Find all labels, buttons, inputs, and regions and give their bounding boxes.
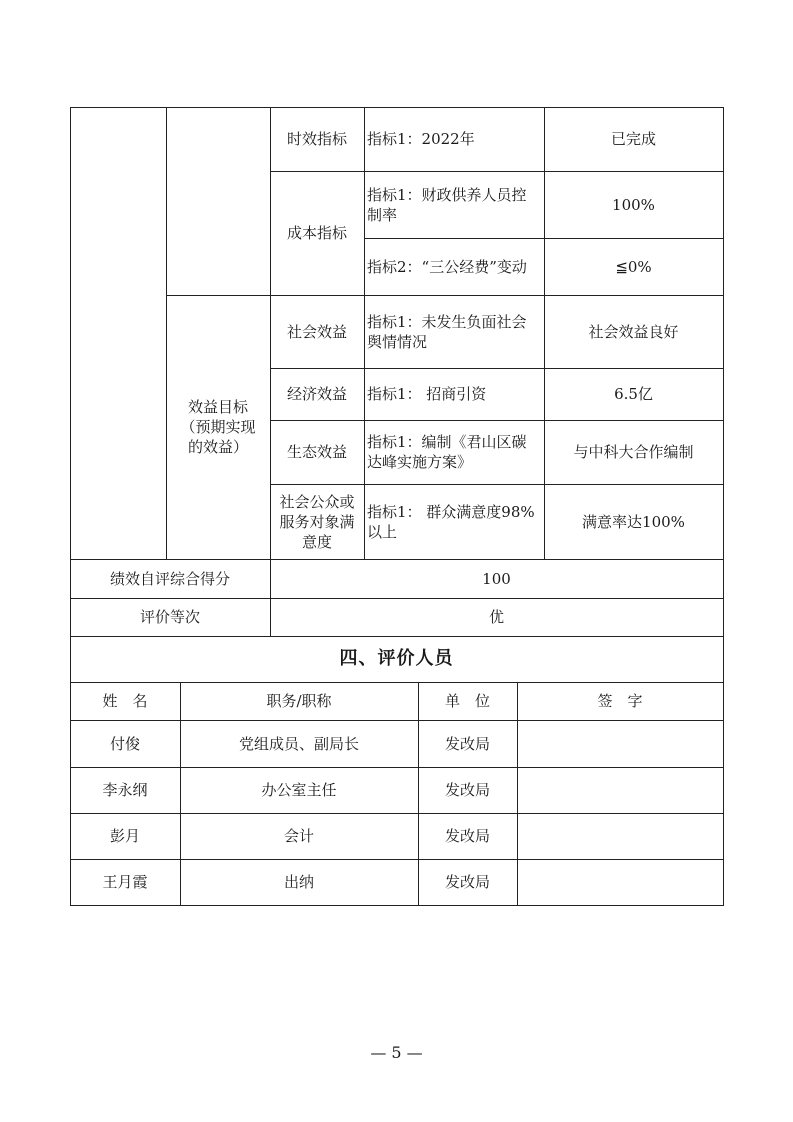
cost-value-2: ≦0%	[615, 257, 652, 276]
timeliness-value: 已完成	[610, 130, 656, 148]
satisfaction-label: 社会公众或服务对象满意度	[279, 492, 355, 551]
ecological-benefit-label: 生态效益	[286, 443, 347, 461]
header-position: 职务/职称	[266, 692, 332, 710]
social-benefit-indicator: 指标1：未发生负面社会舆情情况	[367, 312, 527, 351]
reviewer-signature[interactable]	[517, 813, 723, 859]
reviewer-name: 王月霞	[102, 873, 148, 891]
economic-benefit-value: 6.5亿	[614, 385, 653, 403]
reviewer-position: 出纳	[283, 873, 314, 891]
grade-label: 评价等次	[139, 608, 200, 626]
page-number: — 5 —	[370, 1043, 423, 1062]
satisfaction-indicator: 指标1： 群众满意度98%以上	[367, 502, 535, 541]
cost-label: 成本指标	[286, 224, 347, 242]
cost-indicator-2: 指标2：“三公经费”变动	[367, 257, 527, 276]
reviewers-section-title: 四、评价人员	[339, 648, 454, 669]
header-signature: 签 字	[597, 692, 643, 710]
reviewer-signature[interactable]	[517, 767, 723, 813]
reviewer-unit: 发改局	[444, 873, 490, 891]
header-unit: 单 位	[444, 692, 490, 710]
reviewer-name: 李永纲	[102, 781, 148, 799]
reviewer-position: 党组成员、副局长	[238, 734, 359, 753]
social-benefit-label: 社会效益	[286, 322, 347, 341]
satisfaction-value: 满意率达100%	[582, 512, 685, 531]
reviewer-unit: 发改局	[444, 734, 490, 753]
cost-value-1: 100%	[612, 195, 655, 214]
reviewer-position: 办公室主任	[261, 781, 337, 799]
score-value: 100	[482, 569, 511, 588]
reviewer-name: 付俊	[109, 734, 140, 753]
reviewer-name: 彭月	[109, 827, 140, 845]
economic-benefit-label: 经济效益	[286, 385, 347, 403]
score-label: 绩效自评综合得分	[109, 569, 230, 588]
reviewer-position: 会计	[283, 827, 314, 845]
benefit-category: 效益目标（预期实现的效益）	[180, 398, 256, 456]
ecological-benefit-value: 与中科大合作编制	[573, 443, 694, 461]
reviewer-signature[interactable]	[517, 720, 723, 767]
timeliness-indicator: 指标1：2022年	[367, 130, 475, 148]
economic-benefit-indicator: 指标1： 招商引资	[367, 385, 487, 403]
social-benefit-value: 社会效益良好	[588, 322, 679, 341]
timeliness-label: 时效指标	[286, 130, 347, 148]
grade-value: 优	[488, 608, 504, 626]
header-name: 姓 名	[102, 692, 148, 710]
reviewer-unit: 发改局	[444, 781, 490, 799]
ecological-benefit-indicator: 指标1：编制《君山区碳达峰实施方案》	[367, 433, 527, 471]
reviewer-signature[interactable]	[517, 859, 723, 905]
reviewer-unit: 发改局	[444, 827, 490, 845]
cost-indicator-1: 指标1：财政供养人员控制率	[367, 185, 527, 224]
